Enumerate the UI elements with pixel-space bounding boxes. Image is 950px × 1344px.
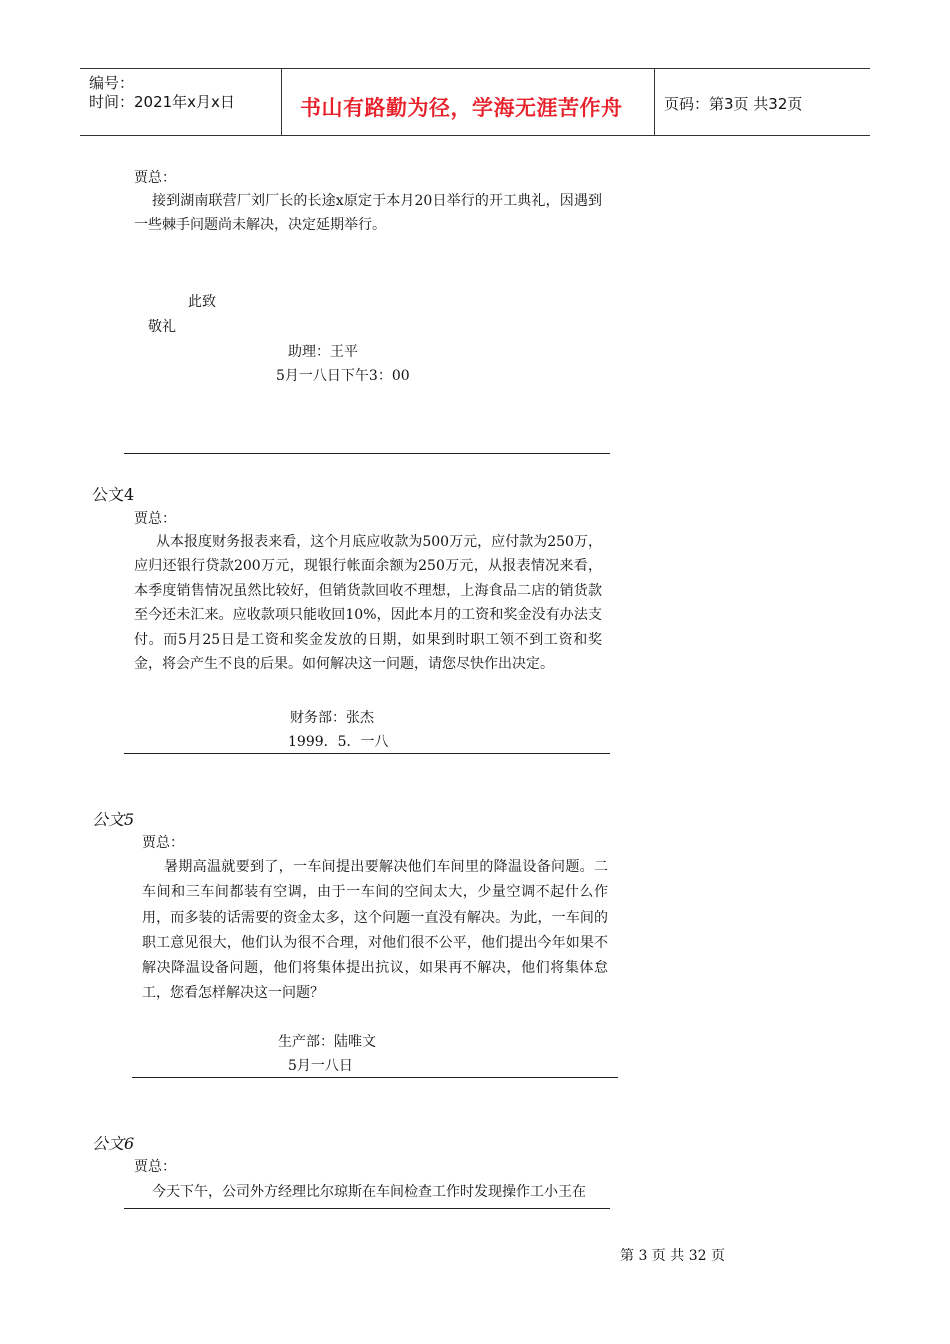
- doc3-body: 接到湖南联营厂刘厂长的长途x原定于本月20日举行的开工典礼，因遇到一些棘手问题尚未解决，决定延期举行。: [134, 193, 602, 234]
- header-divider-left: [281, 68, 282, 136]
- doc3-salutation: 贾总：: [134, 170, 176, 186]
- doc5-title: 公文5: [92, 810, 135, 829]
- doc3-closing-1: 此致: [188, 294, 216, 310]
- header-bottom-rule: [80, 135, 870, 136]
- motto: 书山有路勤为径，学海无涯苦作舟: [300, 96, 623, 120]
- doc6-salutation: 贾总：: [134, 1159, 176, 1175]
- doc4-sender: 财务部：张杰: [290, 710, 374, 726]
- doc6-end-rule: [124, 1208, 610, 1209]
- doc4-end-rule: [124, 753, 610, 754]
- serial-label: 编号：: [89, 74, 135, 92]
- date-label: 时间：2021年x月x日: [89, 93, 235, 111]
- doc5-body: 暑期高温就要到了，一车间提出要解决他们车间里的降温设备问题。二车间和三车间都装有空调，由于一车间的空间太大，少量空调不起什么作用，而多装的话需要的资金太多，这个问题一直没有解决。为此，一车间的职工意见很大，他们认为很不合理，对他们很不公平，他们提出今年如果不解决降温设备问题，他们将集体提出抗议，如果再不解决，他们将集体怠工，您看怎样解决这一问题？: [142, 859, 608, 1002]
- doc5-date: 5月一八日: [288, 1058, 353, 1074]
- doc3-sender: 助理：王平: [288, 344, 358, 360]
- doc4-date: 1999．5．一八: [288, 734, 389, 750]
- page-info: 页码：第3页 共32页: [664, 95, 803, 113]
- header-top-rule: [80, 68, 870, 69]
- doc4-body: 从本报度财务报表来看，这个月底应收款为500万元，应付款为250万，应归还银行贷款200万元，现银行帐面余额为250万元，从报表情况来看，本季度销售情况虽然比较好，但销货款回收不理想，上海食品二店的销货款至今还未汇来。应收款项只能收回10%，因此本月的工资和奖金没有办法支付。而5月25日是工资和奖金发放的日期，如果到时职工领不到工资和奖金，将会产生不良的后果。如何解决这一问题，请您尽快作出决定。: [134, 534, 602, 673]
- doc3-end-rule: [124, 453, 610, 454]
- doc6-title: 公文6: [92, 1134, 135, 1153]
- doc4-title: 公文4: [92, 485, 135, 504]
- doc6-body: 今天下午，公司外方经理比尔琼斯在车间检查工作时发现操作工小王在: [152, 1184, 586, 1200]
- doc5-sender: 生产部：陆唯文: [278, 1034, 376, 1050]
- doc3-closing-2: 敬礼: [148, 319, 176, 335]
- footer-page-number: 第 3 页 共 32 页: [620, 1248, 725, 1264]
- doc5-salutation: 贾总：: [142, 835, 184, 851]
- doc4-salutation: 贾总：: [134, 511, 176, 527]
- doc3-date: 5月一八日下午3：00: [276, 368, 410, 384]
- header-divider-right: [654, 68, 655, 136]
- doc5-end-rule: [132, 1077, 618, 1078]
